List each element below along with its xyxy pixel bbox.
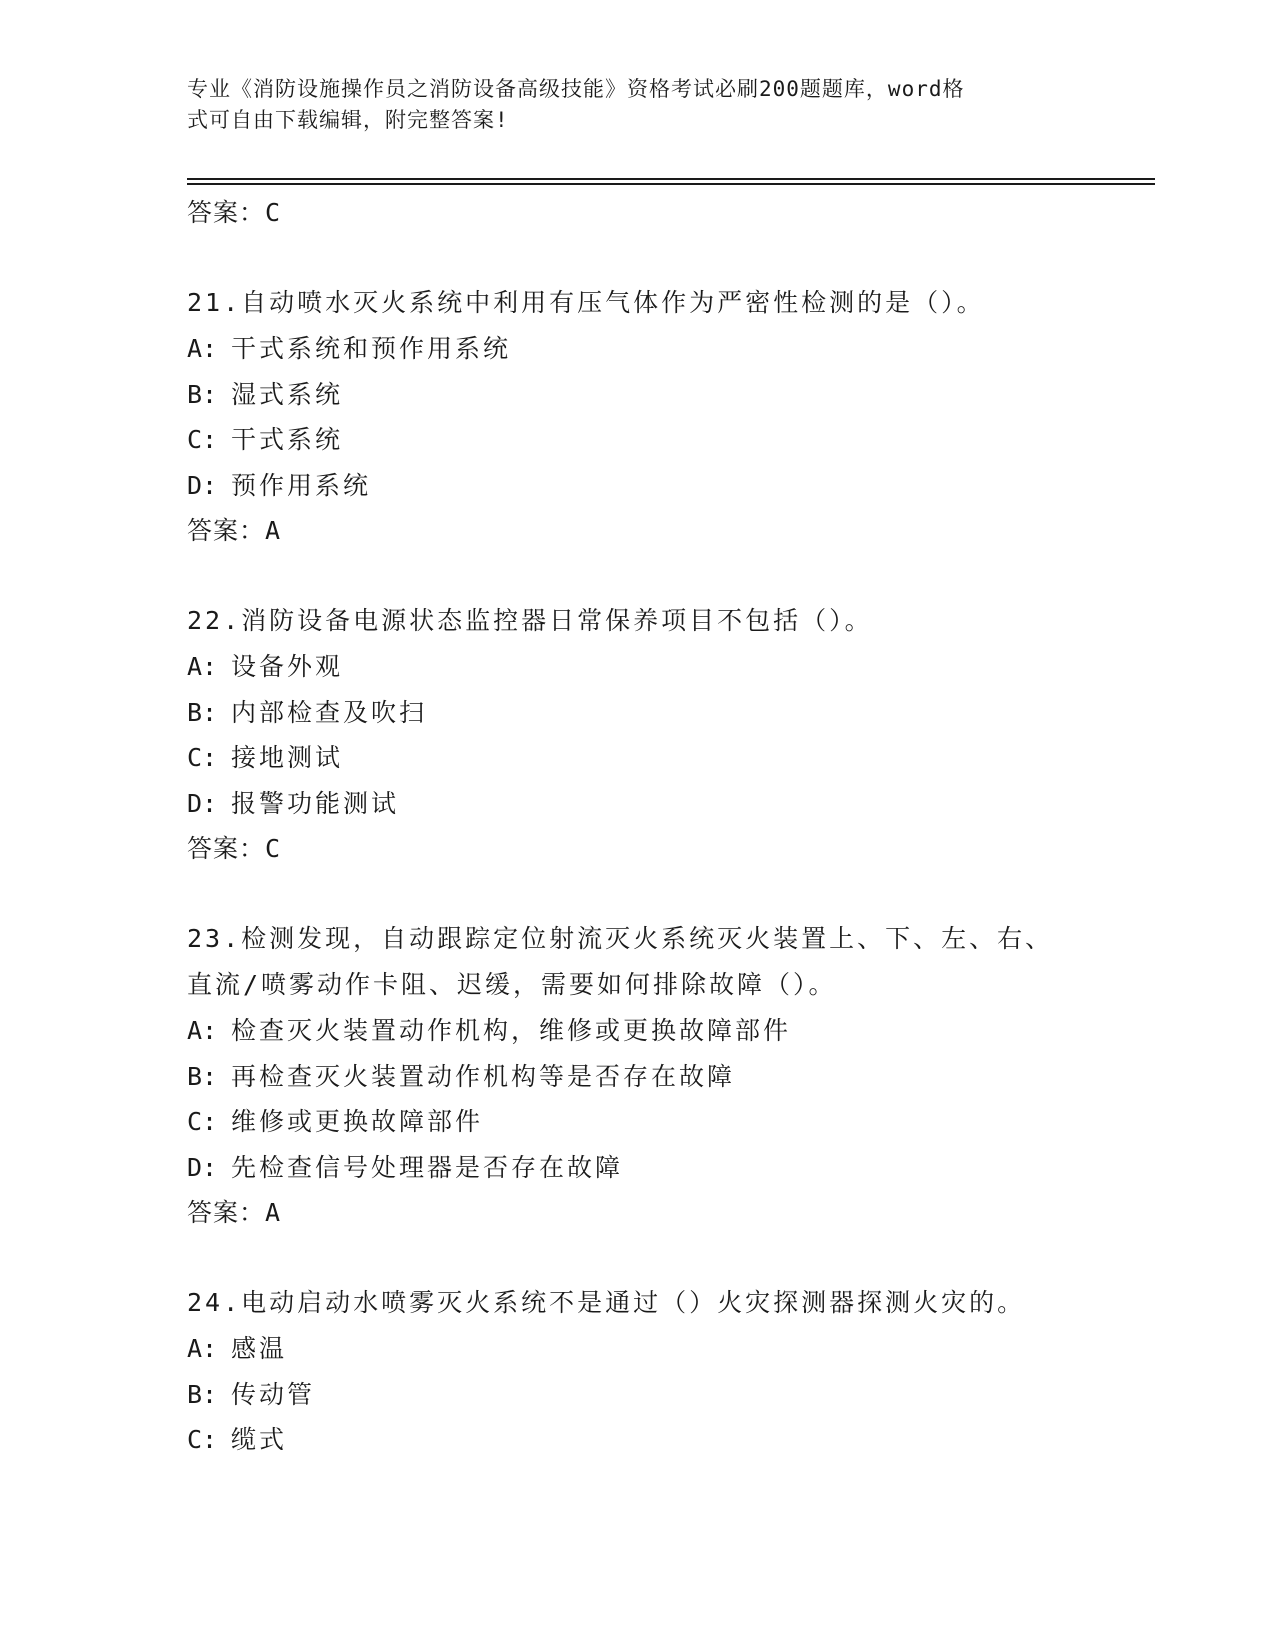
option-key: C: [187,1425,218,1454]
answer-line: 答案：C [187,834,282,863]
question-stem: 21.自动喷水灭火系统中利用有压气体作为严密性检测的是（）。 [187,288,985,317]
answer-line: 答案：A [187,516,282,545]
option-key: B: [187,1379,218,1409]
option-text: 湿式系统 [231,379,344,409]
header-line-2: 式可自由下载编辑，附完整答案! [187,108,509,132]
option-b [187,690,1087,736]
option-b [187,1372,1087,1418]
question-list [187,190,1087,1463]
question-item [187,1280,1087,1463]
option-text: 干式系统 [231,425,344,454]
answer-line: 答案：C [187,198,282,227]
option-key: C: [187,1107,218,1136]
document-header [187,74,1067,136]
option-text: 传动管 [231,1379,316,1409]
option-key: B: [187,697,218,727]
option-c [187,1099,1087,1145]
option-a [187,1326,1087,1372]
header-line-1: 专业《消防设施操作员之消防设备高级技能》资格考试必刷200题题库，word格 [187,77,965,101]
option-text: 内部检查及吹扫 [231,697,428,727]
option-d [187,463,1087,509]
option-text: 缆式 [231,1425,288,1454]
question-stem: 22.消防设备电源状态监控器日常保养项目不包括（）。 [187,606,873,635]
option-text: 报警功能测试 [231,788,400,818]
option-key: A: [187,652,218,681]
option-d [187,1145,1087,1191]
option-a [187,326,1087,372]
option-text: 干式系统和预作用系统 [231,334,512,363]
option-key: A: [187,334,218,363]
answer-line: 答案：A [187,1198,282,1227]
option-b [187,1054,1087,1100]
question-item [187,916,1087,1235]
question-item [187,598,1087,871]
header-divider-bottom [187,183,1155,185]
option-key: C: [187,743,218,772]
option-c [187,735,1087,781]
option-text: 先检查信号处理器是否存在故障 [231,1152,624,1182]
question-stem-continued: 直流/喷雾动作卡阻、迟缓，需要如何排除故障（）。 [187,970,837,999]
question-stem: 23.检测发现，自动跟踪定位射流灭火系统灭火装置上、下、左、右、 [187,924,1054,953]
option-a [187,644,1087,690]
question-item [187,280,1087,553]
option-key: A: [187,1016,218,1045]
option-b [187,372,1087,418]
option-text: 再检查灭火装置动作机构等是否存在故障 [231,1061,736,1091]
option-key: A: [187,1334,218,1363]
option-key: B: [187,1061,218,1091]
option-text: 感温 [231,1334,288,1363]
option-key: B: [187,379,218,409]
option-text: 设备外观 [231,652,344,681]
option-text: 接地测试 [231,743,344,772]
option-text: 预作用系统 [231,470,372,500]
option-text: 维修或更换故障部件 [231,1107,484,1136]
option-c [187,417,1087,463]
option-a [187,1008,1087,1054]
option-key: C: [187,425,218,454]
option-d [187,781,1087,827]
option-key: D: [187,788,218,818]
option-c [187,1417,1087,1463]
question-stem: 24.电动启动水喷雾灭火系统不是通过（）火灾探测器探测火灾的。 [187,1288,1026,1317]
option-key: D: [187,470,218,500]
option-text: 检查灭火装置动作机构，维修或更换故障部件 [231,1016,792,1045]
header-divider-top [187,178,1155,180]
option-key: D: [187,1152,218,1182]
